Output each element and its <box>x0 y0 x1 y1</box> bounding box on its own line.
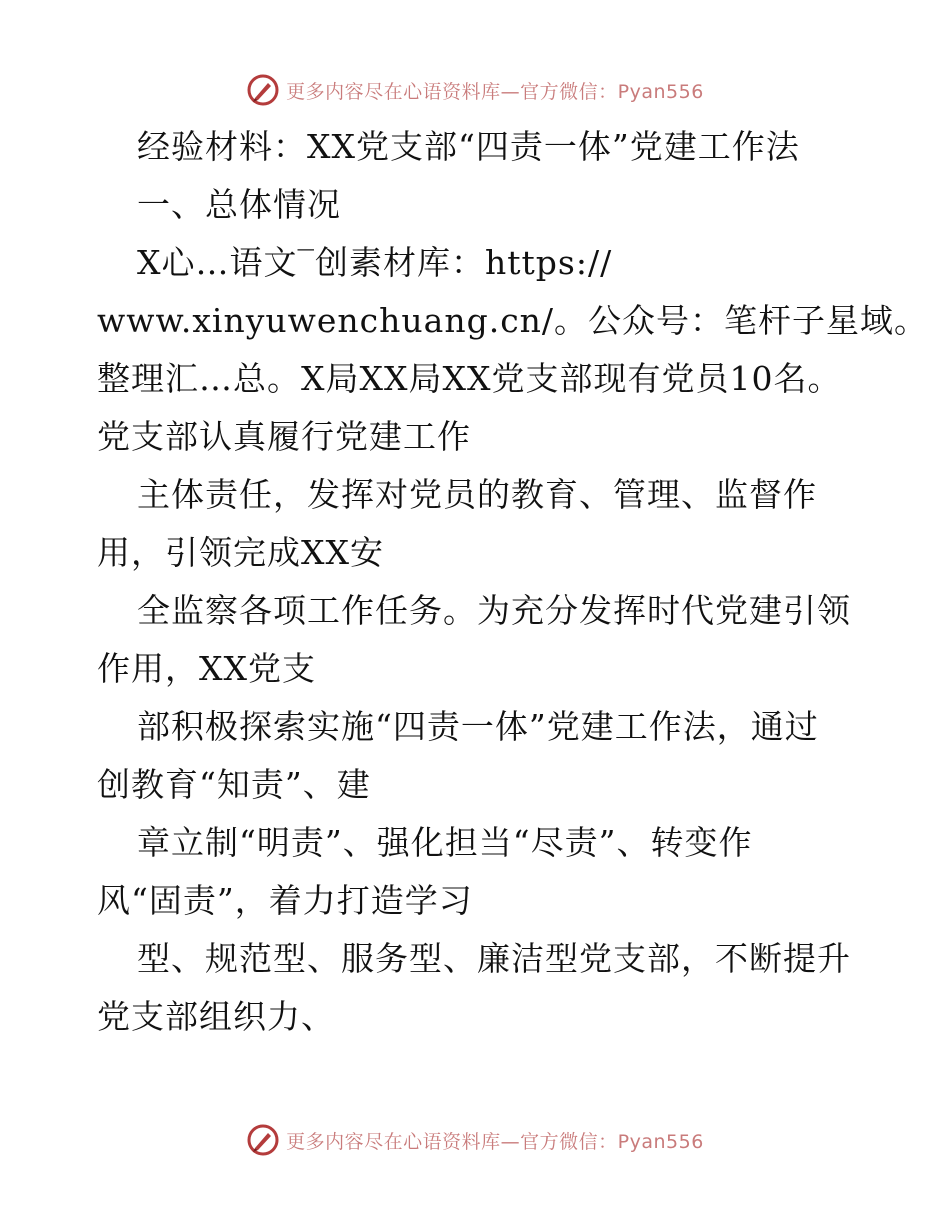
paragraph-line: 党支部认真履行党建工作 <box>97 417 471 456</box>
paragraph-line: 型、规范型、服务型、廉洁型党支部，不断提升 <box>137 939 851 978</box>
paragraph-line: 作用，XX党支 <box>97 649 316 688</box>
paragraph-line: X心…语文‾创素材库：https:// <box>137 243 613 282</box>
paragraph-line: 部积极探索实施“四责一体”党建工作法，通过 <box>137 707 819 746</box>
banner-text: 更多内容尽在心语资料库—官方微信：Pyan556 <box>286 80 704 103</box>
footer-banner <box>0 1120 950 1160</box>
paragraph-line: 风“固责”，着力打造学习 <box>97 881 473 920</box>
banner-text: 更多内容尽在心语资料库—官方微信：Pyan556 <box>286 1130 704 1153</box>
paragraph-line: 整理汇…总。X局XX局XX党支部现有党员10名。 <box>97 359 842 398</box>
paragraph-line: 章立制“明责”、强化担当“尽责”、转变作 <box>137 823 753 862</box>
paragraph-line: 全监察各项工作任务。为充分发挥时代党建引领 <box>137 591 851 630</box>
document-title: 经验材料：XX党支部“四责一体”党建工作法 <box>137 127 800 166</box>
paragraph-line: 创教育“知责”、建 <box>97 765 371 804</box>
paragraph-line: www.xinyuwenchuang.cn/。公众号：笔杆子星域。 <box>97 301 929 340</box>
pen-circle-logo-icon <box>246 73 280 107</box>
paragraph-line: 党支部组织力、 <box>97 997 335 1036</box>
header-banner <box>0 70 950 110</box>
paragraph-line: 用，引领完成XX安 <box>97 533 384 572</box>
section-heading: 一、总体情况 <box>137 185 341 224</box>
document-body <box>97 118 929 1046</box>
paragraph-line: 主体责任，发挥对党员的教育、管理、监督作 <box>137 475 817 514</box>
pen-circle-logo-icon <box>246 1123 280 1157</box>
